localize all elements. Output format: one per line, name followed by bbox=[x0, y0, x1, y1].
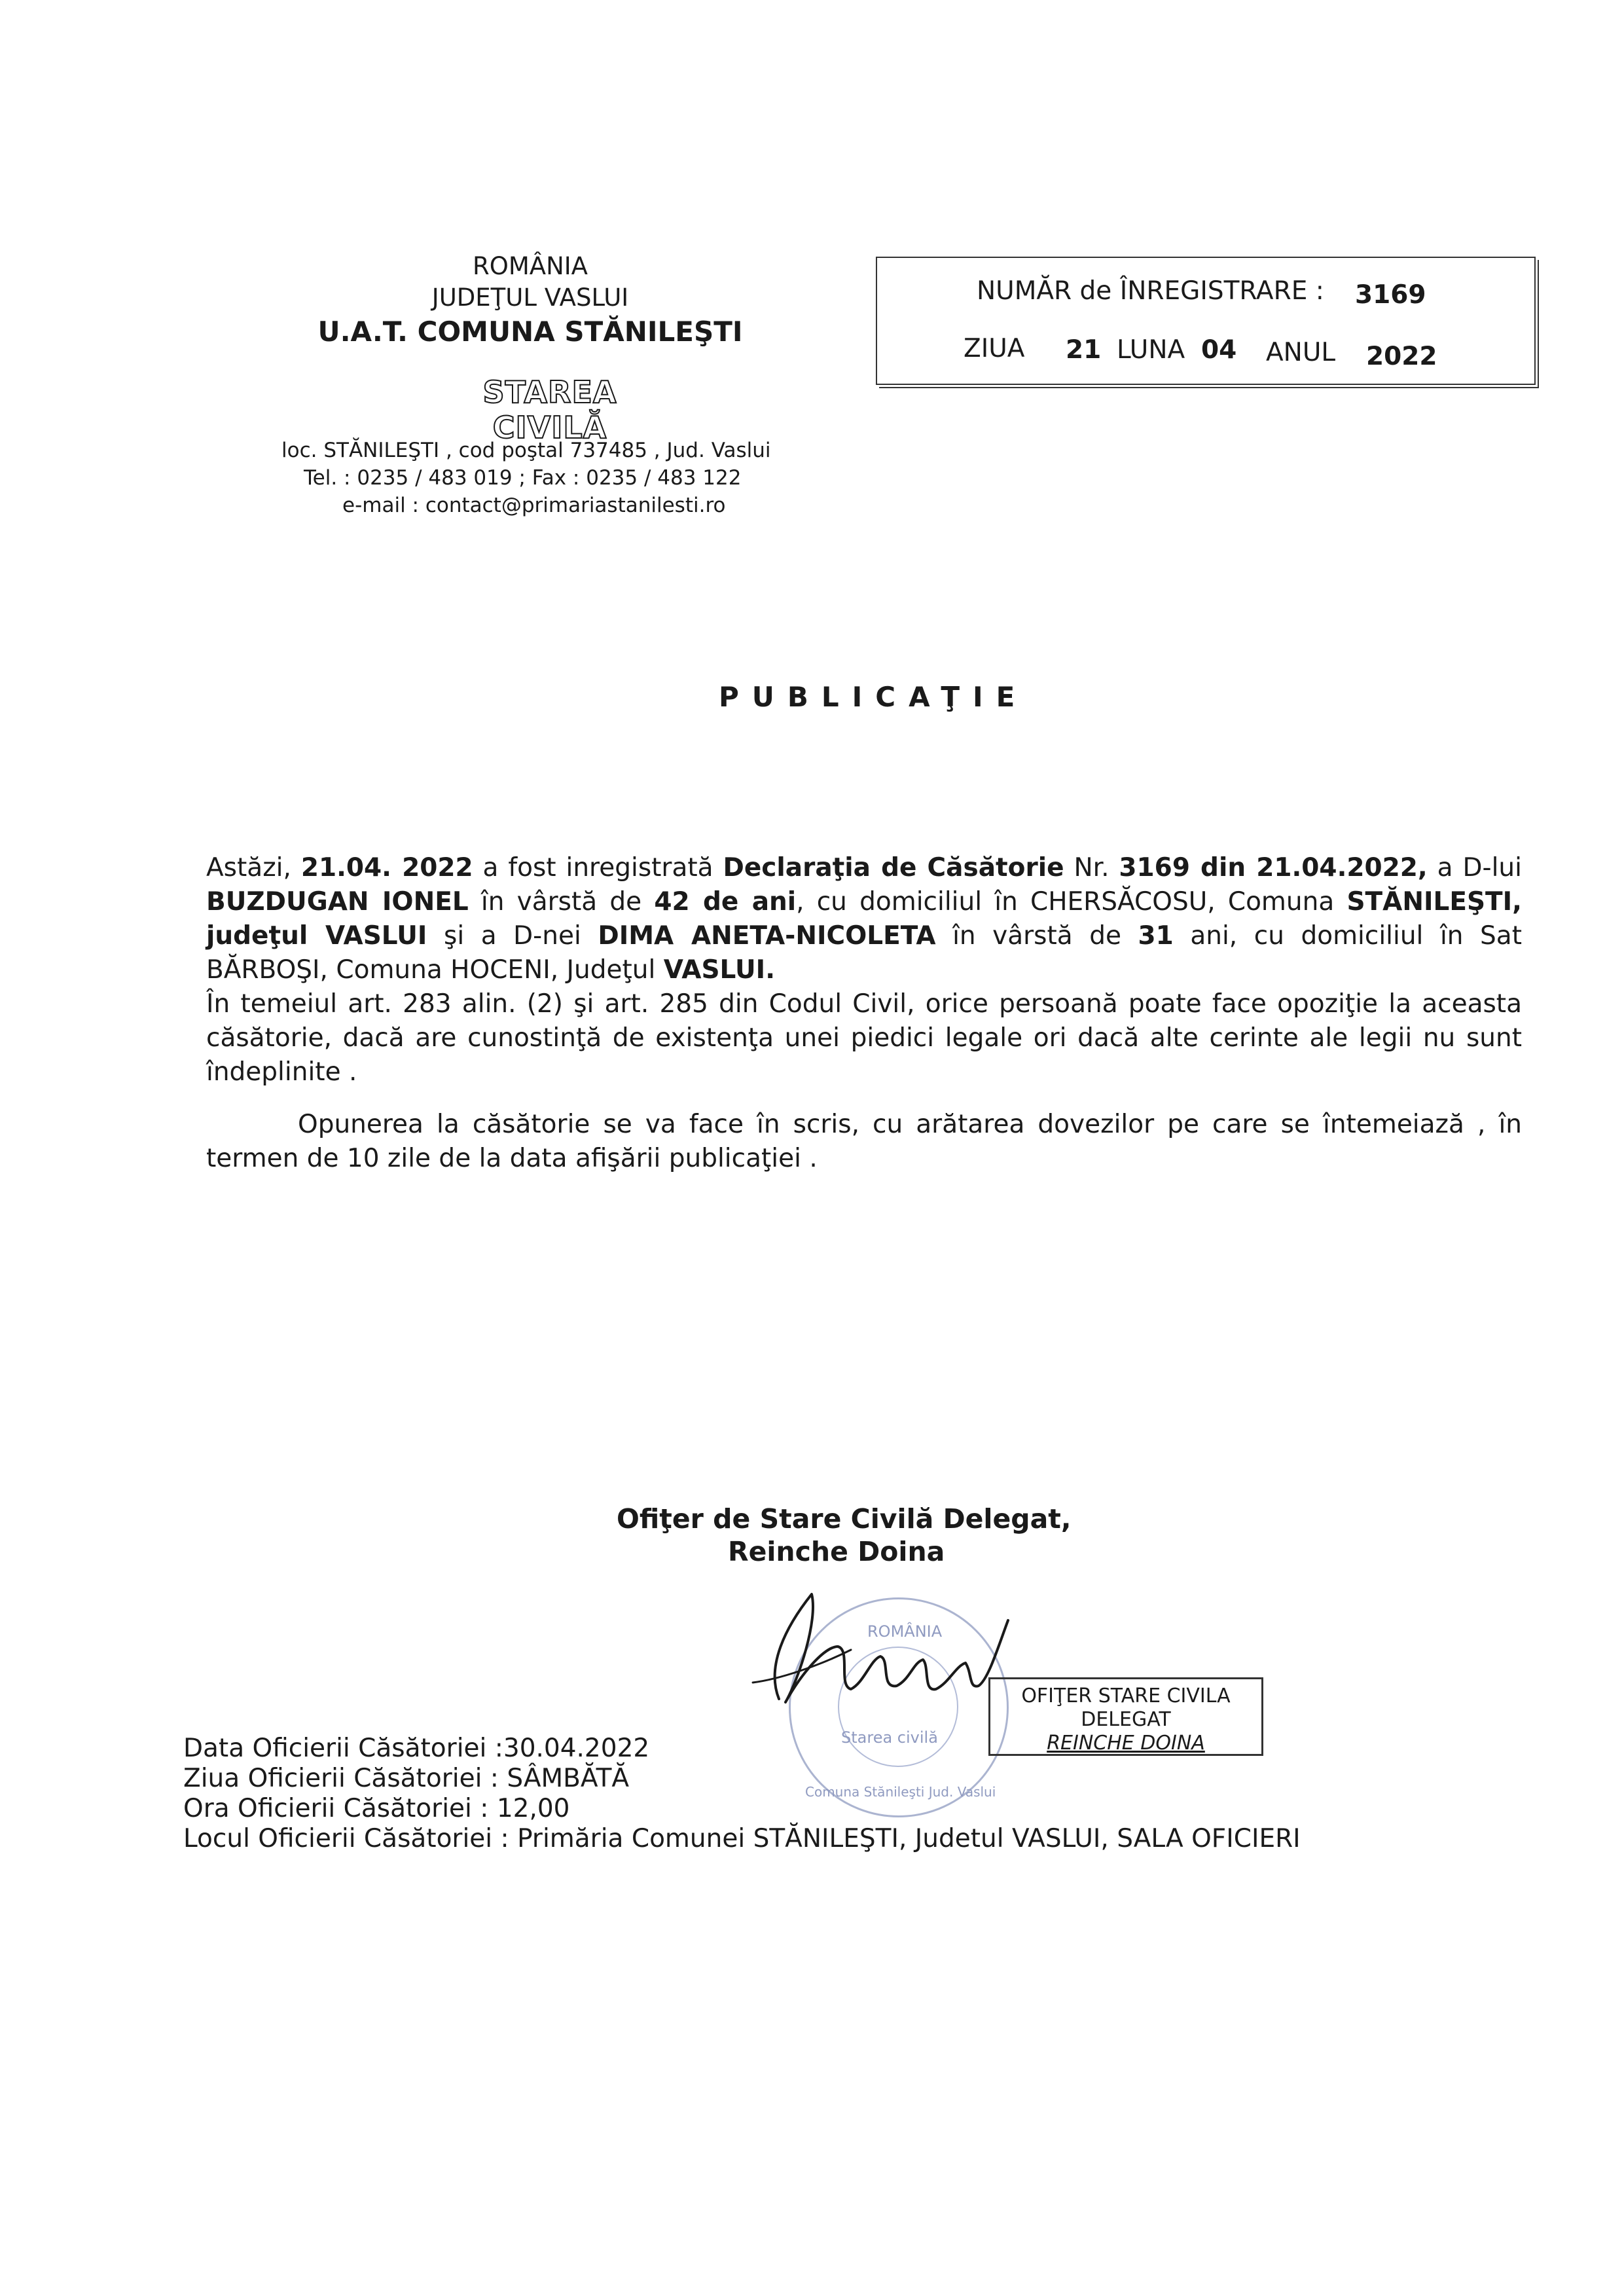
p1-text-e: în vârstă de bbox=[468, 887, 655, 917]
ceremony-place: Primăria Comunei STĂNILEŞTI, Judetul VASLUI, SALA OFICIERI bbox=[517, 1824, 1301, 1853]
ceremony-date: 30.04.2022 bbox=[503, 1734, 650, 1763]
p1-text-h: în vârstă de bbox=[935, 921, 1138, 951]
seal-ring-text: Comuna Stănileşti Jud. Vaslui bbox=[805, 1784, 996, 1800]
registration-month: 04 bbox=[1201, 335, 1237, 365]
p1-text-g: şi a D-nei bbox=[427, 921, 598, 951]
announcement-paragraph bbox=[206, 851, 1522, 1176]
department-title: STAREA CIVILĂ bbox=[482, 374, 617, 445]
officer-name: Reinche Doina bbox=[728, 1536, 945, 1567]
header-email: e-mail : contact@primariastanilesti.ro bbox=[342, 494, 726, 517]
registration-year-label: ANUL bbox=[1266, 338, 1336, 367]
declaration-number: 3169 din 21.04.2022, bbox=[1119, 853, 1428, 883]
p1-text-b: a fost inregistrată bbox=[473, 853, 723, 883]
p1-text-c: Nr. bbox=[1064, 853, 1119, 883]
bride-age: 31 bbox=[1138, 921, 1174, 951]
groom-age: 42 de ani bbox=[654, 887, 797, 917]
p1-text-a: Astăzi, bbox=[206, 853, 301, 883]
legal-basis-paragraph: În temeiul art. 283 alin. (2) şi art. 285 din Codul Civil, orice persoană poate face opoziţie la aceasta căsătorie, dacă are cunostinţă de existenţa unei piedici legale ori dacă alte cerinte ale legii nu sunt îndeplinite . bbox=[206, 989, 1522, 1087]
header-uat: U.A.T. COMUNA STĂNILEŞTI bbox=[317, 316, 743, 348]
header-country: ROMÂNIA bbox=[473, 252, 588, 280]
registration-label: NUMĂR de ÎNREGISTRARE : bbox=[977, 276, 1324, 306]
ceremony-hour-row bbox=[183, 1794, 569, 1824]
registration-year: 2022 bbox=[1366, 342, 1437, 371]
stamp-line-1: OFIŢER STARE CIVILA bbox=[1021, 1685, 1231, 1707]
bride-name: DIMA ANETA-NICOLETA bbox=[598, 921, 936, 951]
ceremony-date-label: Data Oficierii Căsătoriei : bbox=[183, 1734, 503, 1763]
officer-role: Ofiţer de Stare Civilă Delegat, bbox=[617, 1503, 1072, 1535]
registration-number: 3169 bbox=[1355, 280, 1426, 310]
p1-text-i: ani, cu domiciliul în Sat BĂRBOŞI, Comuna HOCENI, Judeţul bbox=[206, 921, 1522, 985]
ceremony-day-label: Ziua Oficierii Căsătoriei : bbox=[183, 1764, 499, 1793]
groom-name: BUZDUGAN IONEL bbox=[206, 887, 469, 917]
registration-day-label: ZIUA bbox=[964, 334, 1025, 363]
header-phone: Tel. : 0235 / 483 019 ; Fax : 0235 / 483 122 bbox=[304, 466, 742, 490]
ceremony-day: SÂMBĂTĂ bbox=[507, 1764, 630, 1793]
registration-date: 21.04. 2022 bbox=[300, 853, 473, 883]
seal-center-text: Starea civilă bbox=[841, 1728, 938, 1747]
declaration-title: Declaraţia de Căsătorie bbox=[723, 853, 1064, 883]
registration-month-label: LUNA bbox=[1117, 335, 1185, 365]
handwritten-signature bbox=[740, 1568, 1015, 1719]
stamp-line-2: DELEGAT bbox=[1081, 1708, 1171, 1731]
header-county: JUDEŢUL VASLUI bbox=[431, 283, 629, 312]
header-address: loc. STĂNILEŞTI , cod poştal 737485 , Jud. Vaslui bbox=[281, 439, 771, 462]
seal-top-text: ROMÂNIA bbox=[867, 1622, 943, 1641]
ceremony-hour: 12,00 bbox=[496, 1794, 570, 1823]
ceremony-day-row bbox=[183, 1764, 629, 1794]
registration-day: 21 bbox=[1066, 335, 1102, 365]
ceremony-place-row bbox=[183, 1824, 1301, 1854]
ceremony-date-row bbox=[183, 1734, 649, 1764]
groom-locality: STĂNILEŞTI, judeţul VASLUI bbox=[206, 887, 1522, 951]
p1-text-d: a D-lui bbox=[1427, 853, 1522, 883]
ceremony-place-label: Locul Oficierii Căsătoriei : bbox=[183, 1824, 509, 1853]
ceremony-hour-label: Ora Oficierii Căsătoriei : bbox=[183, 1794, 489, 1823]
officer-stamp bbox=[988, 1677, 1263, 1756]
document-title: PUBLICAŢIE bbox=[719, 681, 1028, 713]
stamp-line-3: REINCHE DOINA bbox=[1047, 1732, 1205, 1755]
opposition-paragraph: Opunerea la căsătorie se va face în scris, cu arătarea dovezilor pe care se întemeiază , în termen de 10 zile de la data afişării publicaţiei . bbox=[206, 1110, 1522, 1173]
p1-text-f: , cu domiciliul în CHERSĂCOSU, Comuna bbox=[796, 887, 1347, 917]
bride-county: VASLUI. bbox=[663, 955, 776, 985]
